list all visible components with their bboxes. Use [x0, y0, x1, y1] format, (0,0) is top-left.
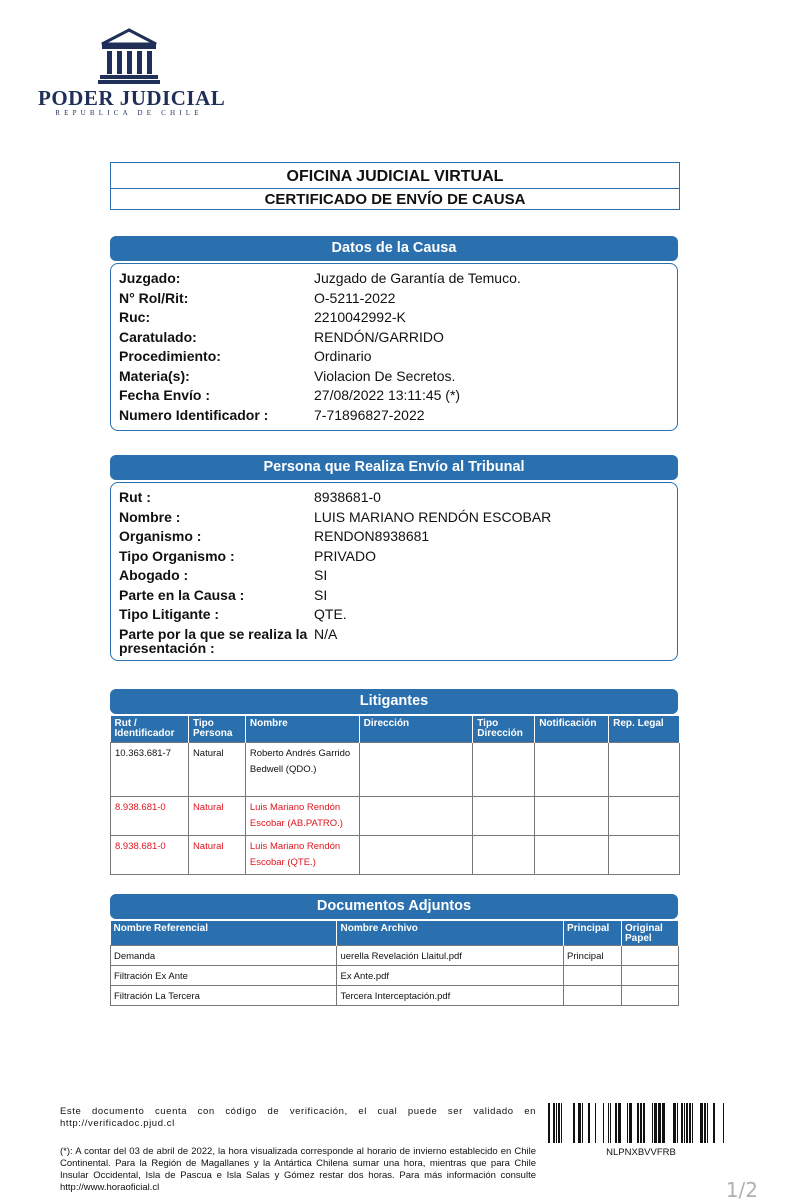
cell-tipo-direccion: [473, 835, 535, 874]
persona-field: [119, 508, 669, 528]
column-header: Rut / Identificador: [111, 716, 189, 742]
field-label: Materia(s):: [119, 367, 190, 384]
table-row: [111, 742, 680, 796]
field-label: Juzgado:: [119, 270, 181, 286]
table-row: [111, 945, 679, 965]
cell-tipo-direccion: [473, 742, 535, 796]
table-header-row: [111, 716, 680, 742]
field-value: N/A: [314, 625, 338, 642]
field-label: Rut :: [119, 489, 151, 505]
cell-principal: [564, 985, 622, 1005]
logo-brand-text: PODER JUDICIAL: [38, 86, 226, 110]
causa-field: [119, 269, 669, 289]
field-label: Caratulado:: [119, 328, 197, 345]
cell-nombre-referencial: Filtración Ex Ante: [111, 965, 337, 985]
documentos-table: [110, 921, 679, 1006]
cell-nombre-referencial: Filtración La Tercera: [111, 985, 337, 1005]
field-value: 8938681-0: [314, 489, 381, 505]
field-label: Procedimiento:: [119, 348, 221, 364]
causa-field: [119, 386, 669, 406]
causa-field: [119, 308, 669, 328]
persona-field: [119, 566, 669, 586]
barcode-image: [548, 1103, 734, 1143]
field-value: SI: [314, 567, 328, 583]
section-header-documentos: Documentos Adjuntos: [110, 894, 678, 919]
field-label: Numero Identificador :: [119, 406, 269, 423]
cell-notificacion: [535, 835, 609, 874]
cell-rep-legal: [609, 742, 680, 796]
cell-rut: 8.938.681-0: [111, 796, 189, 835]
section-header-causa: Datos de la Causa: [110, 236, 678, 261]
cell-rut: 8.938.681-0: [111, 835, 189, 874]
poder-judicial-logo: [38, 28, 226, 120]
cell-principal: [564, 965, 622, 985]
column-header: Tipo Dirección: [473, 716, 535, 742]
causa-field: [119, 367, 669, 387]
section-header-litigantes: Litigantes: [110, 689, 678, 714]
document-subtitle: CERTIFICADO DE ENVÍO DE CAUSA: [264, 191, 526, 208]
field-value: Juzgado de Garantía de Temuco.: [314, 270, 521, 286]
cell-nombre-archivo: uerella Revelación Llaitul.pdf: [337, 945, 564, 965]
column-header: Tipo Persona: [188, 716, 245, 742]
cell-nombre-archivo: Tercera Interceptación.pdf: [337, 985, 564, 1005]
persona-field: [119, 488, 669, 508]
field-label: Tipo Organismo :: [119, 547, 235, 564]
cell-direccion: [359, 835, 473, 874]
time-footnote: (*): A contar del 03 de abril de 2022, la hora visualizada corresponde al horario de invierno establecido en Chile Continental. Para la Región de Magallanes y la Antártica Chilena sumar una hora, mientras que para Chile Insular Occidental, Isla de Pascua e Isla Salas y Gómez restar dos horas. Para más información consulte http://www.horaoficial.cl: [60, 1146, 536, 1193]
field-value: RENDÓN/GARRIDO: [314, 328, 444, 345]
cell-direccion: [359, 796, 473, 835]
courthouse-icon: [98, 28, 160, 84]
cell-nombre: Roberto Andrés Garrido Bedwell (QDO.): [245, 742, 359, 796]
field-label: N° Rol/Rit:: [119, 289, 189, 306]
cell-notificacion: [535, 742, 609, 796]
persona-field: [119, 527, 669, 547]
field-label: Tipo Litigante :: [119, 606, 220, 622]
document-title-box: [110, 162, 680, 210]
document-title: OFICINA JUDICIAL VIRTUAL: [111, 163, 679, 189]
cell-direccion: [359, 742, 473, 796]
persona-field: [119, 547, 669, 567]
cell-original-papel: [622, 965, 679, 985]
persona-field: [119, 625, 669, 655]
table-row: [111, 796, 680, 835]
cell-original-papel: [622, 945, 679, 965]
cell-notificacion: [535, 796, 609, 835]
field-value: LUIS MARIANO RENDÓN ESCOBAR: [314, 508, 552, 525]
field-label: Abogado :: [119, 567, 189, 583]
column-header: Rep. Legal: [609, 716, 680, 742]
column-header: Dirección: [359, 716, 473, 742]
cell-tipo: Natural: [188, 742, 245, 796]
field-label: Ruc:: [119, 309, 151, 325]
field-value: Violacion De Secretos.: [314, 367, 456, 384]
page-indicator: 1/2: [725, 1178, 758, 1200]
column-header: Notificación: [535, 716, 609, 742]
field-label: Parte por la que se realiza la presentación :: [119, 625, 308, 656]
cell-rut: 10.363.681-7: [111, 742, 189, 796]
field-label: Nombre :: [119, 508, 181, 525]
field-value: 2210042992-K: [314, 309, 406, 325]
field-value: PRIVADO: [314, 547, 376, 564]
cell-nombre-referencial: Demanda: [111, 945, 337, 965]
persona-field: [119, 605, 669, 625]
field-value: Ordinario: [314, 348, 372, 364]
cell-nombre: Luis Mariano Rendón Escobar (AB.PATRO.): [245, 796, 359, 835]
cell-nombre: Luis Mariano Rendón Escobar (QTE.): [245, 835, 359, 874]
column-header: Original Papel: [622, 921, 679, 945]
cell-nombre-archivo: Ex Ante.pdf: [337, 965, 564, 985]
persona-field: [119, 586, 669, 606]
table-row: [111, 835, 680, 874]
field-value: SI: [314, 586, 328, 603]
field-label: Parte en la Causa :: [119, 586, 245, 603]
logo-subtitle: REPUBLICA DE CHILE: [55, 109, 203, 117]
column-header: Nombre Referencial: [111, 921, 337, 945]
field-value: QTE.: [314, 606, 347, 622]
causa-field: [119, 328, 669, 348]
cell-tipo: Natural: [188, 796, 245, 835]
cell-principal: Principal: [564, 945, 622, 965]
causa-field: [119, 406, 669, 426]
column-header: Principal: [564, 921, 622, 945]
cell-tipo-direccion: [473, 796, 535, 835]
field-label: Organismo :: [119, 528, 202, 544]
field-value: O-5211-2022: [314, 289, 396, 306]
field-value: RENDON8938681: [314, 528, 430, 544]
table-header-row: [111, 921, 679, 945]
table-row: [111, 985, 679, 1005]
causa-field: [119, 347, 669, 367]
cell-tipo: Natural: [188, 835, 245, 874]
litigantes-table: [110, 716, 680, 875]
causa-panel: [110, 263, 678, 431]
field-value: 27/08/2022 13:11:45 (*): [314, 387, 461, 403]
cell-original-papel: [622, 985, 679, 1005]
field-label: Fecha Envío :: [119, 387, 211, 403]
cell-rep-legal: [609, 796, 680, 835]
persona-panel: [110, 482, 678, 661]
field-value: 7-71896827-2022: [314, 406, 425, 423]
verification-code: NLPNXBVVFRB: [606, 1147, 676, 1158]
verification-notice: Este documento cuenta con código de verificación, el cual puede ser validado en http://verificadoc.pjud.cl: [60, 1106, 536, 1129]
section-header-persona: Persona que Realiza Envío al Tribunal: [110, 455, 678, 480]
cell-rep-legal: [609, 835, 680, 874]
causa-field: [119, 289, 669, 309]
table-row: [111, 965, 679, 985]
column-header: Nombre: [245, 716, 359, 742]
column-header: Nombre Archivo: [337, 921, 564, 945]
